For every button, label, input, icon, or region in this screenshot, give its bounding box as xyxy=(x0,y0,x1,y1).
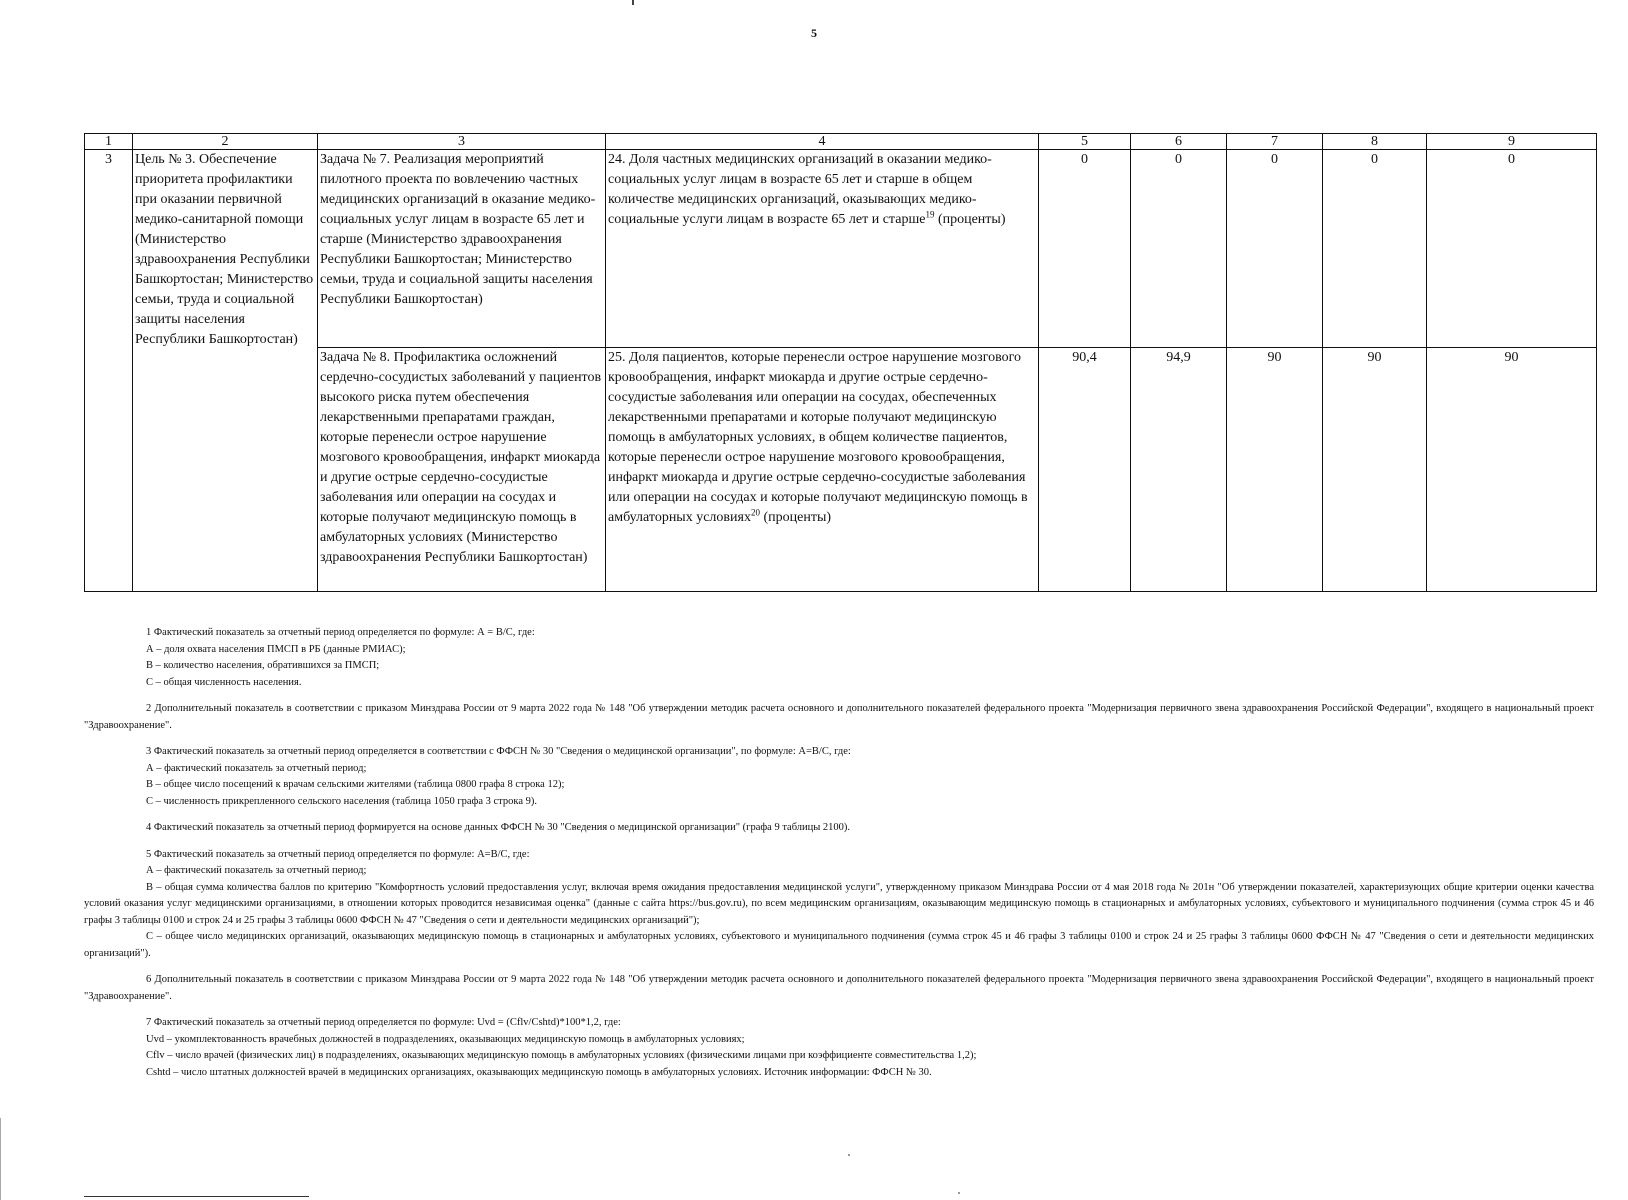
header-cell: 8 xyxy=(1323,134,1427,150)
footnote-separator xyxy=(84,1196,309,1197)
header-cell: 7 xyxy=(1227,134,1323,150)
goal-cell: Цель № 3. Обеспечение приоритета профилактики при оказании первичной медико-санитарной помощи (Министерство здравоохранения Республики Башкортостан; Министерство семьи, труда и социальной защиты населения Республики Башкортостан) xyxy=(133,150,318,592)
scan-speck xyxy=(848,1154,850,1156)
footnote-line: Cflv – число врачей (физических лиц) в подразделениях, оказывающих медицинскую помощь в амбулаторных условиях (физическими лицами при коэффициенте совместительства 1,2); xyxy=(146,1050,977,1061)
task-cell: Задача № 7. Реализация мероприятий пилотного проекта по вовлечению частных медицинских организаций в оказание медико-социальных услуг лицам в возрасте 65 лет и старше (Министерство здравоохранения Республики Башкортостан; Министерство семьи, труда и социальной защиты населения Республики Башкортостан) xyxy=(318,150,606,348)
indicator-footnote-ref: 20 xyxy=(750,507,760,518)
header-cell: 5 xyxy=(1039,134,1131,150)
footnote-line: А – фактический показатель за отчетный период; xyxy=(146,865,367,876)
value-cell: 0 xyxy=(1323,150,1427,348)
footnote-1: 1 Фактический показатель за отчетный период определяется по формуле: А = В/С, где: xyxy=(146,627,535,638)
footnote-line: С – общее число медицинских организаций, оказывающих медицинскую помощь в стационарных и амбулаторных условиях, субъектового и муниципального подчинения (сумма строк 45 и 46 графы 3 таблицы 0100 и строк 24 и 25 графы 3 таблицы 0600 ФФСН № 47 "Сведения о сети и деятельности медицинских организаций"). xyxy=(84,931,1594,959)
footnote-line: В – общее число посещений к врачам сельскими жителями (таблица 0800 графа 8 строка 12); xyxy=(146,779,565,790)
value-cell: 0 xyxy=(1039,150,1131,348)
value-cell: 0 xyxy=(1227,150,1323,348)
page-number: 5 xyxy=(811,26,817,40)
indicator-unit: (проценты) xyxy=(759,510,832,525)
footnotes xyxy=(84,625,1594,1081)
footnote-6: 6 Дополнительный показатель в соответствии с приказом Минздрава России от 9 марта 2022 года № 148 "Об утверждении методик расчета основного и дополнительного показателей федерального проекта "Модернизация первичного звена здравоохранения Российской Федерации", входящего в национальный проект "Здравоохранение". xyxy=(84,974,1594,1002)
footnote-4: 4 Фактический показатель за отчетный период формируется на основе данных ФФСН № 30 "Сведения о медицинской организации" (графа 9 таблицы 2100). xyxy=(146,822,851,833)
task-cell: Задача № 8. Профилактика осложнений сердечно-сосудистых заболеваний у пациентов высокого риска путем обеспечения лекарственными препаратами граждан, которые перенесли острое нарушение мозгового кровообращения, инфаркт миокарда и другие острые сердечно-сосудистые заболевания или операции на сосудах и которые получают медицинскую помощь в амбулаторных условиях (Министерство здравоохранения Республики Башкортостан) xyxy=(318,348,606,592)
value-cell: 90 xyxy=(1427,348,1597,592)
header-cell: 3 xyxy=(318,134,606,150)
header-row xyxy=(85,134,1597,150)
value-cell: 90 xyxy=(1227,348,1323,592)
indicator-text: 24. Доля частных медицинских организаций в оказании медико-социальных услуг лицам в возрасте 65 лет и старше в общем количестве медицинских организаций, оказывающих медико-социальные услуги лицам в возрасте 65 лет и старше xyxy=(608,152,992,227)
indicator-text: 25. Доля пациентов, которые перенесли острое нарушение мозгового кровообращения, инфаркт миокарда и другие острые сердечно-сосудистые заболевания или операции на сосудах, обеспеченных лекарственными препаратами и которые получают медицинскую помощь в амбулаторных условиях, в общем количестве пациентов, которые перенесли острое нарушение мозгового кровообращения, инфаркт миокарда и другие острые сердечно-сосудистые заболевания или операции на сосудах и которые получают медицинскую помощь в амбулаторных условиях xyxy=(608,350,1028,525)
indicator-footnote-ref: 19 xyxy=(925,209,935,220)
indicator-cell xyxy=(606,348,1039,592)
value-cell: 0 xyxy=(1131,150,1227,348)
footnote-line: А – фактический показатель за отчетный период; xyxy=(146,762,367,774)
header-cell: 2 xyxy=(133,134,318,150)
footnote-7: 7 Фактический показатель за отчетный период определяется по формуле: Uvd = (Cflv/Cshtd)*100*1,2, где: xyxy=(146,1017,621,1028)
indicator-cell xyxy=(606,150,1039,348)
header-cell: 4 xyxy=(606,134,1039,150)
header-cell: 1 xyxy=(85,134,133,150)
scan-mark xyxy=(632,0,634,5)
value-cell: 90 xyxy=(1323,348,1427,592)
scan-edge xyxy=(0,1118,1,1200)
footnote-line: С – численность прикрепленного сельского населения (таблица 1050 графа 3 строка 9). xyxy=(146,795,538,807)
footnote-2: 2 Дополнительный показатель в соответствии с приказом Минздрава России от 9 марта 2022 года № 148 "Об утверждении методик расчета основного и дополнительного показателей федерального проекта "Модернизация первичного звена здравоохранения Российской Федерации", входящего в национальный проект "Здравоохранение". xyxy=(84,703,1594,731)
value-cell: 0 xyxy=(1427,150,1597,348)
value-cell: 94,9 xyxy=(1131,348,1227,592)
value-cell: 90,4 xyxy=(1039,348,1131,592)
row-number: 3 xyxy=(85,150,133,592)
footnote-line: С – общая численность населения. xyxy=(146,676,302,688)
footnote-3: 3 Фактический показатель за отчетный период определяется в соответствии с ФФСН № 30 "Сведения о медицинской организации", по формуле: А=В/С, где: xyxy=(146,746,851,757)
footnote-line: В – количество населения, обратившихся за ПМСП; xyxy=(146,660,380,671)
header-cell: 6 xyxy=(1131,134,1227,150)
indicator-unit: (проценты) xyxy=(934,212,1006,227)
footnote-line: Cshtd – число штатных должностей врачей в медицинских организациях, оказывающих медицинскую помощь в амбулаторных условиях. Источник информации: ФФСН № 30. xyxy=(146,1066,932,1078)
indicators-table xyxy=(84,133,1597,592)
footnote-line: Uvd – укомплектованность врачебных должностей в подразделениях, оказывающих медицинскую помощь в амбулаторных условиях; xyxy=(146,1033,745,1045)
scan-speck xyxy=(958,1192,960,1194)
header-cell: 9 xyxy=(1427,134,1597,150)
footnote-line: А – доля охвата населения ПМСП в РБ (данные РМИАС); xyxy=(146,643,406,655)
footnote-line: В – общая сумма количества баллов по критерию "Комфортность условий предоставления услуг, включая время ожидания предоставления медицинской услуги", утвержденному приказом Минздрава России от 4 мая 2018 года № 201н "Об утверждении показателей, характеризующих общие критерии оценки качества условий оказания услуг медицинскими организациями, в отношении которых проводится независимая оценка" (данные с сайта https://bus.gov.ru), по всем медицинским организациям, оказывающим медицинскую помощь в стационарных и амбулаторных условиях, субъектового и муниципального подчинения (сумма строк 45 и 46 графы 3 таблицы 0100 и строк 24 и 25 графы 3 таблицы 0600 ФФСН № 47 "Сведения о сети и деятельности медицинских организаций"); xyxy=(84,881,1594,926)
footnote-5: 5 Фактический показатель за отчетный период определяется по формуле: А=В/С, где: xyxy=(146,848,530,860)
table-row xyxy=(85,150,1597,348)
